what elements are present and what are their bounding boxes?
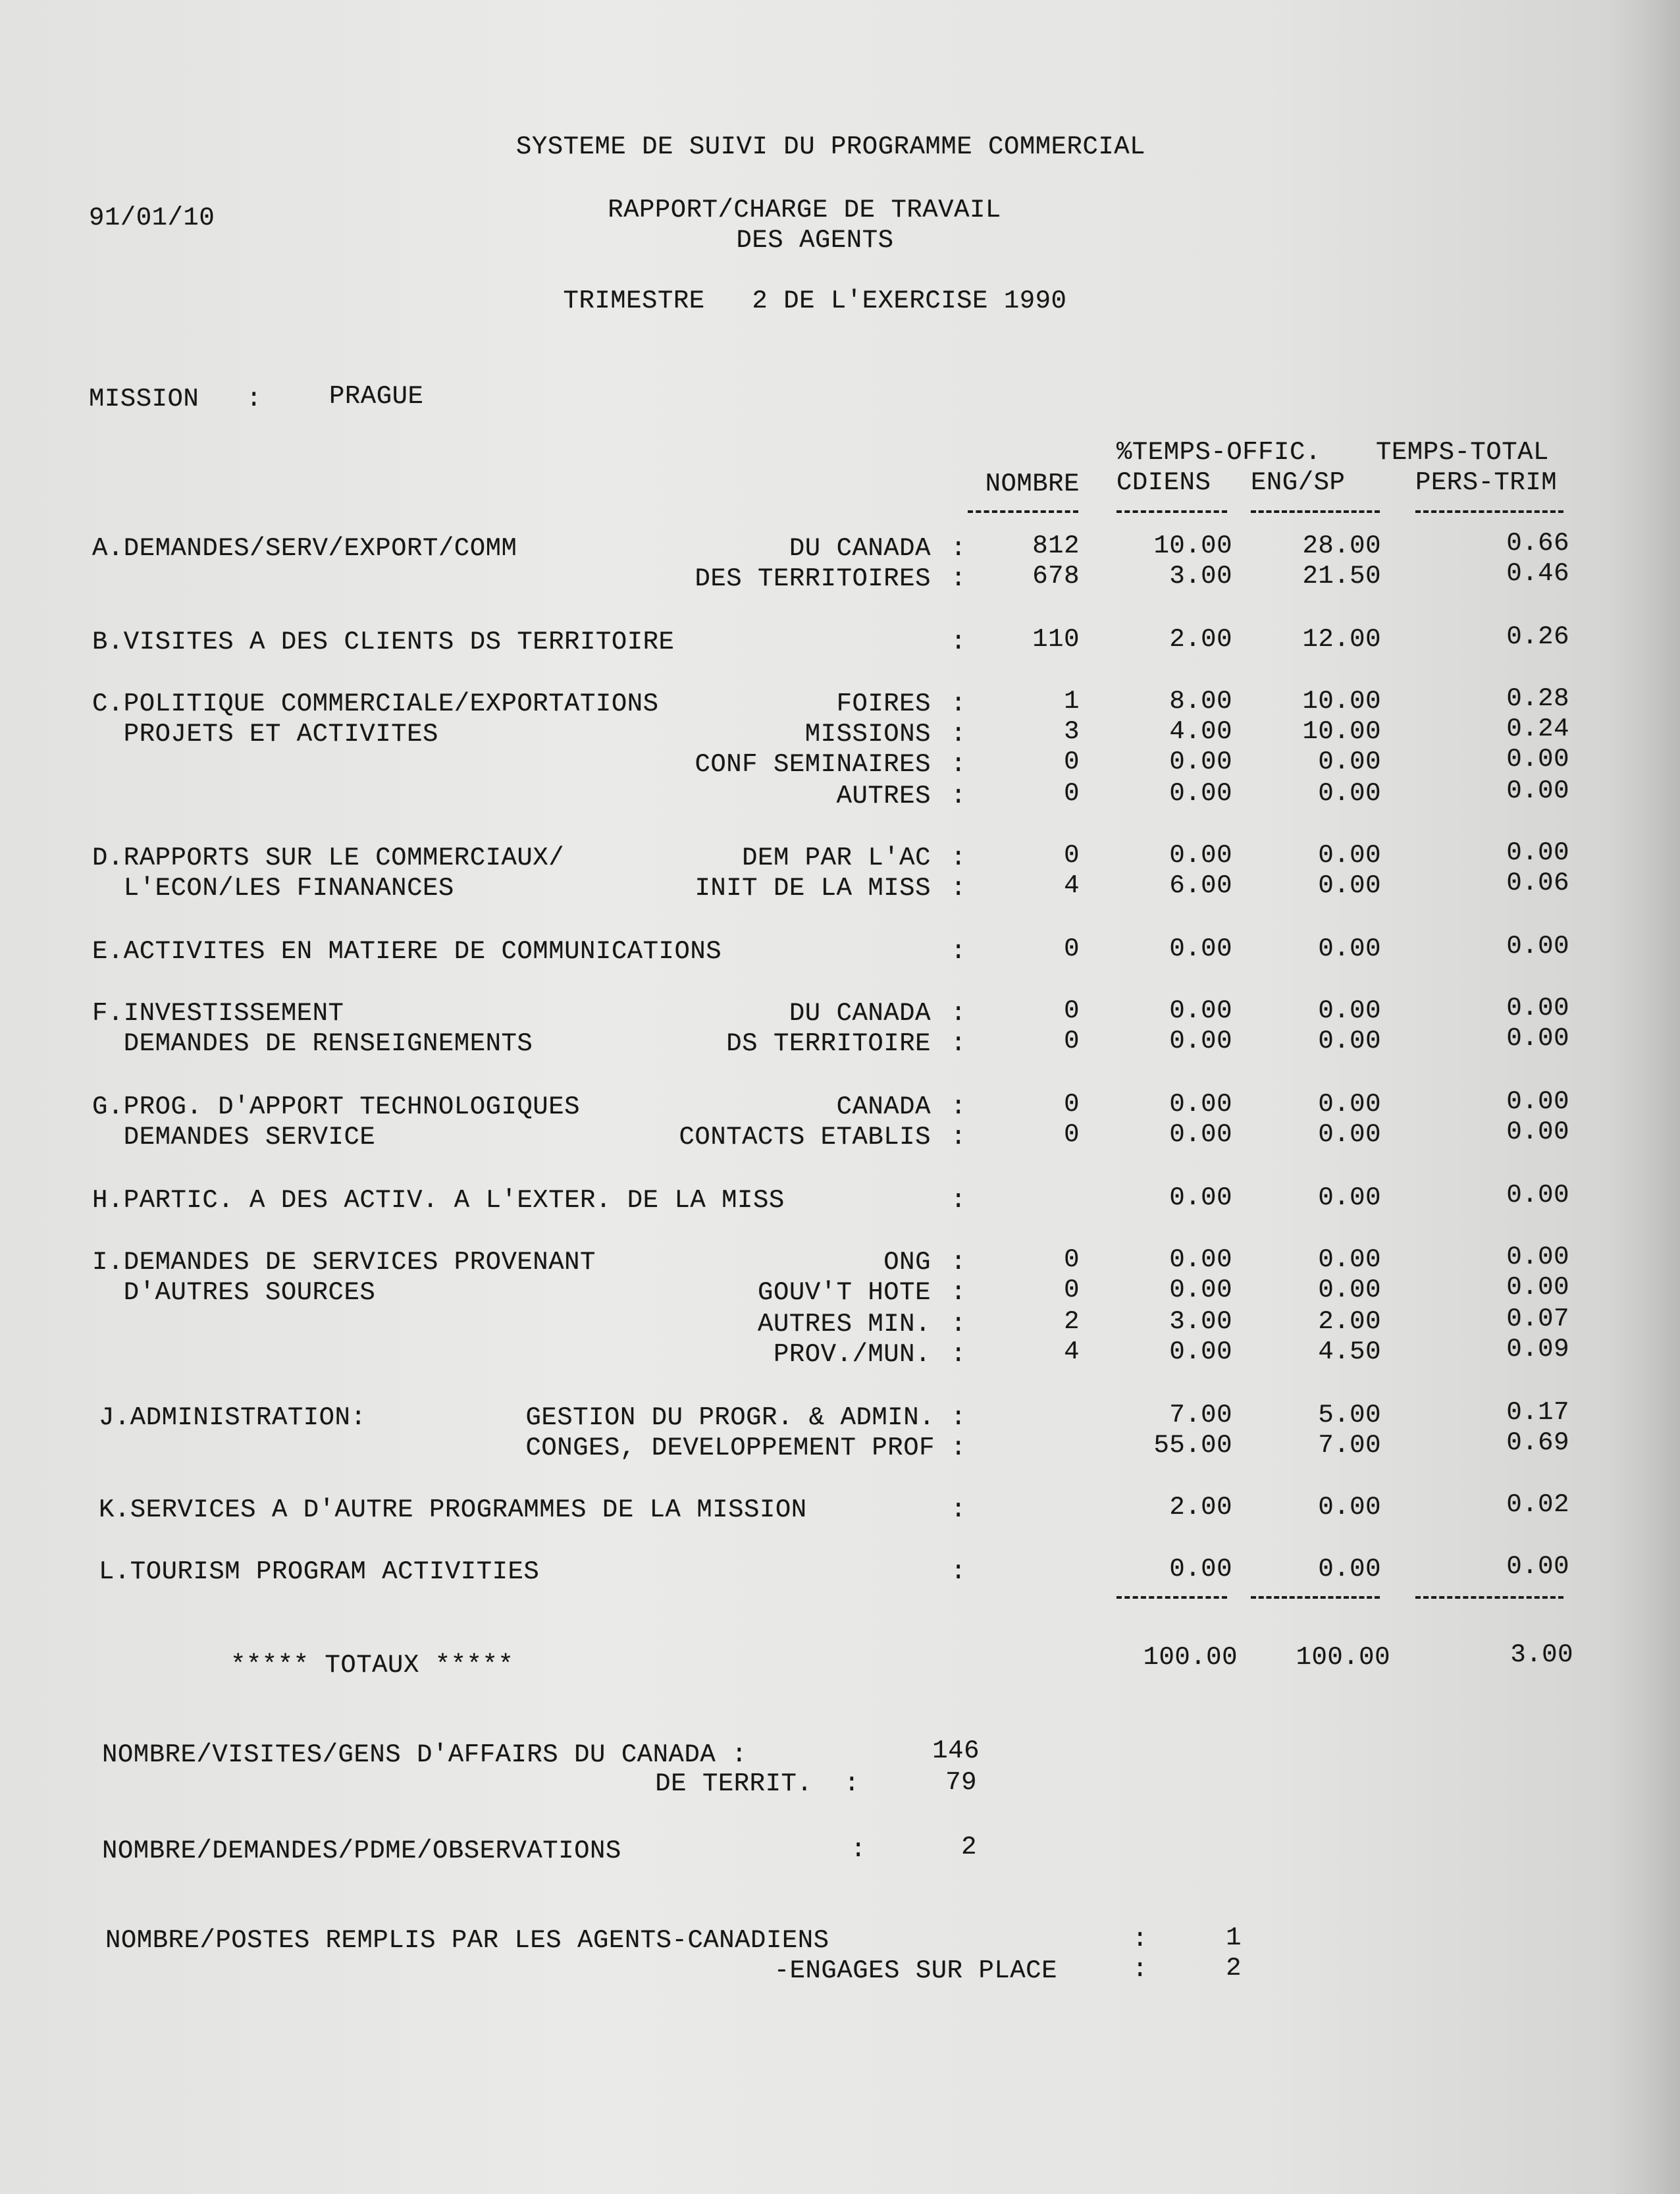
postes-canadiens-label: NOMBRE/POSTES REMPLIS PAR LES AGENTS-CANADIENS [105,1926,829,1955]
row-cdiens-value: 2.00 [1169,1493,1232,1522]
row-pers-trim-value: 0.28 [1506,684,1569,713]
row-cdiens-value: 3.00 [1169,1307,1232,1336]
row-engsp-value: 0.00 [1318,1275,1381,1304]
row-category-label: I.DEMANDES DE SERVICES PROVENANT [92,1248,596,1277]
row-colon: : [951,1557,966,1586]
row-nombre-value: 812 [1032,531,1080,560]
row-cdiens-value: 55.00 [1153,1431,1232,1460]
row-subcategory-label: FOIRES [836,689,931,718]
system-title: SYSTEME DE SUIVI DU PROGRAMME COMMERCIAL [515,132,1146,161]
row-colon: : [951,1123,966,1152]
row-category-label: L'ECON/LES FINANANCES [92,874,454,903]
row-cdiens-value: 0.00 [1169,934,1232,963]
row-engsp-value: 4.50 [1318,1337,1381,1366]
demandes-pdme-label: NOMBRE/DEMANDES/PDME/OBSERVATIONS [102,1836,621,1865]
row-nombre-value: 0 [1064,1120,1080,1149]
total-rule-cdiens [1116,1596,1227,1599]
column-header-nombre: NOMBRE [985,469,1080,498]
row-colon: : [951,999,966,1028]
row-pers-trim-value: 0.69 [1506,1428,1569,1457]
row-subcategory-label: CONTACTS ETABLIS [679,1123,931,1152]
row-category-label: B.VISITES A DES CLIENTS DS TERRITOIRE [92,628,675,656]
row-subcategory-label: AUTRES [836,782,931,811]
row-engsp-value: 0.00 [1318,996,1381,1025]
row-colon: : [951,937,966,966]
row-engsp-value: 0.00 [1318,1493,1381,1522]
header-rule-pers [1415,510,1563,513]
report-title-line-1: RAPPORT/CHARGE DE TRAVAIL [608,196,1001,225]
row-subcategory-label: MISSIONS [804,720,931,749]
row-colon: : [951,1495,966,1524]
row-pers-trim-value: 0.06 [1506,869,1569,897]
row-colon: : [951,750,966,779]
row-cdiens-value: 0.00 [1169,1275,1232,1304]
row-category-label: A.DEMANDES/SERV/EXPORT/COMM [92,534,517,563]
row-colon: : [951,782,966,811]
row-colon: : [951,1186,966,1215]
postes-engages-value: 2 [1226,1954,1242,1983]
row-cdiens-value: 0.00 [1169,1027,1232,1056]
row-colon: : [951,874,966,903]
row-category-label: PROJETS ET ACTIVITES [92,720,438,749]
row-engsp-value: 21.50 [1302,562,1381,591]
row-engsp-value: 0.00 [1318,779,1381,808]
row-category-label: H.PARTIC. A DES ACTIV. A L'EXTER. DE LA MISS [92,1186,785,1215]
row-colon: : [951,1403,966,1432]
row-category-label: F.INVESTISSEMENT [92,999,344,1028]
total-rule-pers [1415,1596,1563,1599]
row-pers-trim-value: 0.00 [1506,1273,1569,1302]
row-colon: : [951,1248,966,1277]
row-nombre-value: 0 [1064,1245,1080,1274]
row-nombre-value: 1 [1064,687,1080,716]
row-pers-trim-value: 0.00 [1506,1181,1569,1210]
row-engsp-value: 0.00 [1318,1120,1381,1149]
row-nombre-value: 678 [1032,562,1080,591]
row-subcategory-label: GESTION DU PROGR. & ADMIN. [525,1403,935,1432]
row-cdiens-value: 0.00 [1169,747,1232,776]
row-cdiens-value: 10.00 [1153,531,1232,560]
row-nombre-value: 0 [1064,1275,1080,1304]
row-category-label: DEMANDES SERVICE [92,1123,376,1152]
row-category-label: E.ACTIVITES EN MATIERE DE COMMUNICATIONS [92,937,722,966]
totals-cdiens: 100.00 [1143,1643,1238,1672]
postes-canadiens-value: 1 [1226,1923,1242,1952]
row-subcategory-label: GOUV'T HOTE [758,1278,931,1307]
row-cdiens-value: 0.00 [1169,1090,1232,1119]
totals-label: ***** TOTAUX ***** [230,1651,514,1680]
row-cdiens-value: 0.00 [1169,779,1232,808]
total-rule-engsp [1251,1596,1380,1599]
row-nombre-value: 0 [1064,779,1080,808]
header-rule-cdiens [1116,510,1227,513]
visites-territ-value: 79 [945,1768,977,1797]
row-nombre-value: 0 [1064,934,1080,963]
postes-engages-label: -ENGAGES SUR PLACE [774,1956,1057,1985]
demandes-pdme-value: 2 [961,1833,977,1861]
row-nombre-value: 0 [1064,841,1080,870]
row-pers-trim-value: 0.00 [1506,932,1569,961]
column-header-pct-temps: %TEMPS-OFFIC. [1116,438,1321,467]
row-pers-trim-value: 0.02 [1506,1490,1569,1519]
row-subcategory-label: DES TERRITOIRES [695,564,931,593]
visites-canada-value: 146 [932,1736,980,1765]
row-cdiens-value: 0.00 [1169,841,1232,870]
row-pers-trim-value: 0.00 [1506,1552,1569,1581]
row-pers-trim-value: 0.00 [1506,1087,1569,1116]
row-cdiens-value: 0.00 [1169,1183,1232,1212]
row-colon: : [951,1433,966,1462]
row-nombre-value: 110 [1032,625,1080,654]
row-pers-trim-value: 0.00 [1506,1024,1569,1053]
row-cdiens-value: 7.00 [1169,1401,1232,1430]
mission-label: MISSION : [89,385,262,414]
report-date: 91/01/10 [89,203,215,232]
row-cdiens-value: 8.00 [1169,687,1232,716]
row-pers-trim-value: 0.00 [1506,1243,1569,1271]
row-subcategory-label: CONF SEMINAIRES [695,750,931,779]
column-header-pers-trim: PERS-TRIM [1415,468,1558,497]
row-cdiens-value: 0.00 [1169,996,1232,1025]
row-subcategory-label: CONGES, DEVELOPPEMENT PROF [525,1433,935,1462]
row-engsp-value: 10.00 [1302,687,1381,716]
row-category-label: J.ADMINISTRATION: [99,1403,367,1432]
row-engsp-value: 12.00 [1302,625,1381,654]
row-engsp-value: 0.00 [1318,934,1381,963]
row-engsp-value: 0.00 [1318,1027,1381,1056]
row-pers-trim-value: 0.00 [1506,838,1569,867]
row-colon: : [951,534,966,563]
row-category-label: D.RAPPORTS SUR LE COMMERCIAUX/ [92,843,565,872]
row-colon: : [951,689,966,718]
row-nombre-value: 0 [1064,1027,1080,1056]
row-pers-trim-value: 0.00 [1506,994,1569,1023]
row-pers-trim-value: 0.09 [1506,1335,1569,1364]
row-colon: : [951,843,966,872]
row-engsp-value: 0.00 [1318,1090,1381,1119]
row-nombre-value: 4 [1064,1337,1080,1366]
row-pers-trim-value: 0.00 [1506,1117,1569,1146]
row-cdiens-value: 0.00 [1169,1555,1232,1584]
row-engsp-value: 0.00 [1318,747,1381,776]
row-colon: : [951,628,966,656]
header-rule-nombre [968,510,1078,513]
row-subcategory-label: DU CANADA [789,534,931,563]
row-nombre-value: 0 [1064,747,1080,776]
row-subcategory-label: INIT DE LA MISS [695,874,931,903]
row-cdiens-value: 0.00 [1169,1337,1232,1366]
row-cdiens-value: 6.00 [1169,871,1232,900]
demandes-pdme-colon: : [851,1835,866,1864]
row-pers-trim-value: 0.00 [1506,745,1569,774]
row-colon: : [951,1278,966,1307]
row-nombre-value: 0 [1064,1090,1080,1119]
mission-value: PRAGUE [329,382,424,411]
row-pers-trim-value: 0.46 [1506,559,1569,588]
row-category-label: D'AUTRES SOURCES [92,1278,376,1307]
row-colon: : [951,1029,966,1058]
row-engsp-value: 0.00 [1318,1555,1381,1584]
row-category-label: K.SERVICES A D'AUTRE PROGRAMMES DE LA MISSION [99,1495,807,1524]
row-subcategory-label: PROV./MUN. [773,1340,931,1369]
row-subcategory-label: AUTRES MIN. [758,1310,931,1339]
row-subcategory-label: ONG [883,1248,931,1277]
row-nombre-value: 4 [1064,871,1080,900]
row-engsp-value: 28.00 [1302,531,1381,560]
row-subcategory-label: DU CANADA [789,999,931,1028]
row-cdiens-value: 0.00 [1169,1245,1232,1274]
row-category-label: C.POLITIQUE COMMERCIALE/EXPORTATIONS [92,689,659,718]
row-colon: : [951,1092,966,1121]
row-cdiens-value: 0.00 [1169,1120,1232,1149]
row-nombre-value: 3 [1064,717,1080,746]
row-subcategory-label: DS TERRITOIRE [726,1029,931,1058]
row-colon: : [951,720,966,749]
report-title-line-2: DES AGENTS [736,226,894,255]
row-nombre-value: 2 [1064,1307,1080,1336]
row-colon: : [951,1310,966,1339]
row-pers-trim-value: 0.24 [1506,714,1569,743]
row-engsp-value: 0.00 [1318,1183,1381,1212]
column-header-cdiens: CDIENS [1116,468,1211,497]
totals-pers-trim: 3.00 [1510,1640,1573,1669]
column-header-engsp: ENG/SP [1251,468,1346,497]
row-engsp-value: 5.00 [1318,1401,1381,1430]
row-colon: : [951,1340,966,1369]
report-period: TRIMESTRE 2 DE L'EXERCISE 1990 [563,286,1067,315]
row-engsp-value: 0.00 [1318,871,1381,900]
visites-canada-label: NOMBRE/VISITES/GENS D'AFFAIRS DU CANADA : [102,1740,748,1769]
row-cdiens-value: 4.00 [1169,717,1232,746]
row-subcategory-label: DEM PAR L'AC [742,843,931,872]
row-category-label: DEMANDES DE RENSEIGNEMENTS [92,1029,533,1058]
row-pers-trim-value: 0.17 [1506,1398,1569,1427]
row-pers-trim-value: 0.66 [1506,529,1569,558]
row-category-label: L.TOURISM PROGRAM ACTIVITIES [99,1557,540,1586]
row-engsp-value: 2.00 [1318,1307,1381,1336]
postes-engages-colon: : [1132,1955,1148,1984]
row-engsp-value: 0.00 [1318,1245,1381,1274]
row-colon: : [951,564,966,593]
column-header-temps-total: TEMPS-TOTAL [1376,438,1549,467]
row-engsp-value: 0.00 [1318,841,1381,870]
row-pers-trim-value: 0.26 [1506,622,1569,651]
row-engsp-value: 10.00 [1302,717,1381,746]
row-subcategory-label: CANADA [836,1092,931,1121]
visites-territ-label: DE TERRIT. : [655,1769,860,1798]
row-nombre-value: 0 [1064,996,1080,1025]
row-cdiens-value: 3.00 [1169,562,1232,591]
row-cdiens-value: 2.00 [1169,625,1232,654]
header-rule-engsp [1251,510,1380,513]
row-pers-trim-value: 0.00 [1506,776,1569,805]
totals-engsp: 100.00 [1296,1643,1390,1672]
row-pers-trim-value: 0.07 [1506,1304,1569,1333]
postes-canadiens-colon: : [1132,1925,1148,1954]
row-category-label: G.PROG. D'APPORT TECHNOLOGIQUES [92,1092,581,1121]
row-engsp-value: 7.00 [1318,1431,1381,1460]
